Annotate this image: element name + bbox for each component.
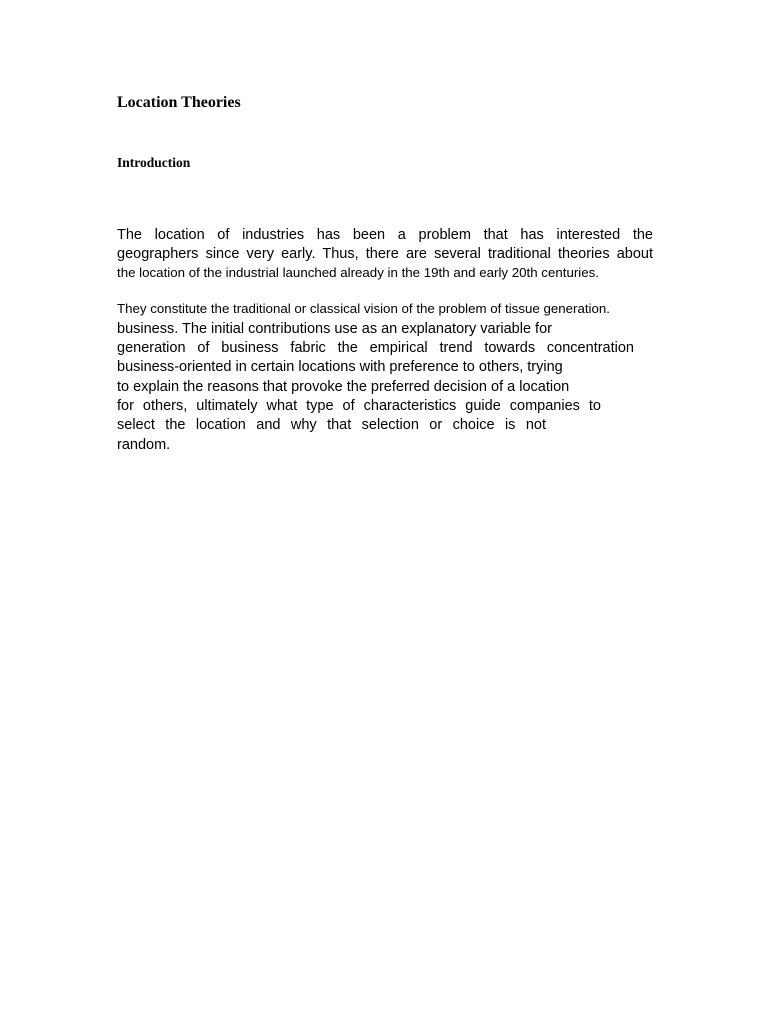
- paragraph-line: random.: [117, 437, 171, 453]
- paragraph-line: business-oriented in certain locations with preference to others, trying: [117, 359, 563, 375]
- section-heading-introduction: Introduction: [117, 155, 191, 170]
- paragraph-line: for others, ultimately what type of characteristics guide companies to: [117, 398, 601, 414]
- document-title: Location Theories: [117, 94, 241, 111]
- paragraph-line: generation of business fabric the empirical trend towards concentration: [117, 340, 634, 356]
- paragraph-line: geographers since very early. Thus, there are several traditional theories about: [117, 246, 653, 262]
- paragraph-line: select the location and why that selection or choice is not: [117, 417, 546, 433]
- paragraph-line: the location of the industrial launched already in the 19th and early 20th centuries.: [117, 265, 599, 280]
- paragraph-line: The location of industries has been a problem that has interested the: [117, 227, 653, 243]
- paragraph-line: to explain the reasons that provoke the preferred decision of a location: [117, 379, 570, 395]
- paragraph-line: They constitute the traditional or classical vision of the problem of tissue generation.: [117, 301, 610, 316]
- paragraph-line: business. The initial contributions use as an explanatory variable for: [117, 321, 552, 337]
